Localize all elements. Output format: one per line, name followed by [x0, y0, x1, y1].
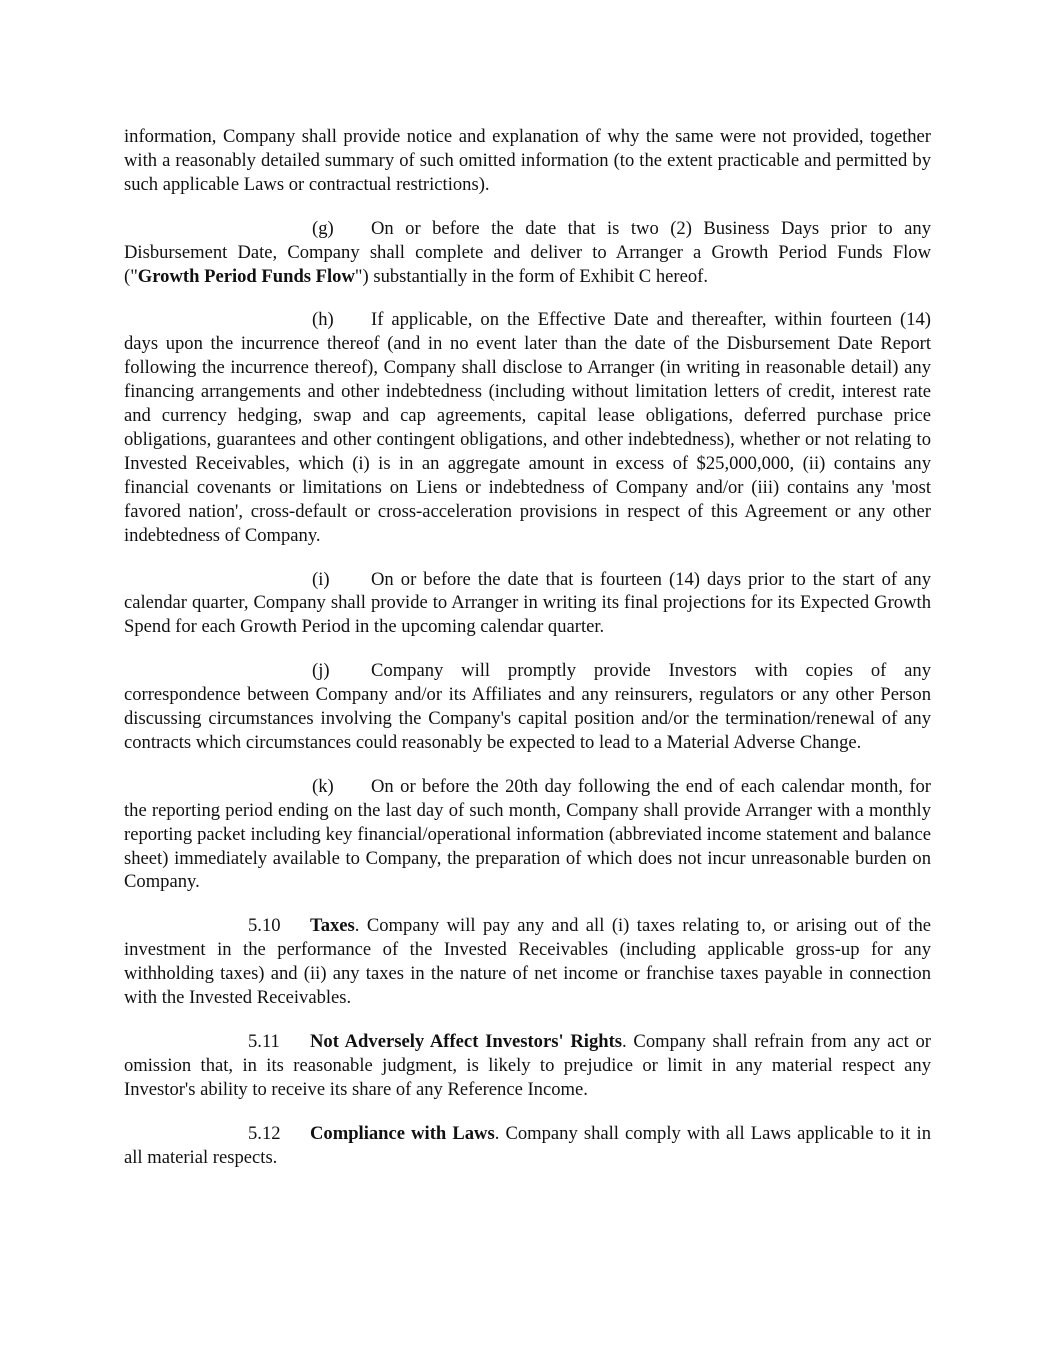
clause-j — [124, 659, 931, 755]
clause-h — [124, 308, 931, 547]
clause-marker: (k) — [312, 775, 334, 797]
section-number: 5.12 — [248, 1122, 281, 1144]
paragraph-text: information, Company shall provide notice and explanation of why the same were not provided, together with a reasonably detailed summary of such omitted information (to the extent practicable and permitted by such applicable Laws or contractual restrictions). — [124, 126, 931, 195]
section-text: . Company shall comply with all Laws applicable to it in all material respects. — [124, 1122, 931, 1168]
section-text: . Company will pay any and all (i) taxes relating to, or arising out of the investment in the performance of the Invested Receivables (including applicable gross-up for any withholding taxes) and (ii) any taxes in the nature of net income or franchise taxes payable in connection with the Invested Receivables. — [124, 915, 931, 1009]
clause-text: If applicable, on the Effective Date and thereafter, within fourteen (14) days upon the incurrence thereof (and in no event later than the date of the Disbursement Date Report following the incurrence thereof), Company shall disclose to Arranger (in writing in reasonable detail) any financing arrangements and other indebtedness (including without limitation letters of credit, interest rate and currency hedging, swap and cap agreements, capital lease obligations, deferred purchase price obligations, guarantees and other contingent obligations, and other indebtedness), whether or not relating to Invested Receivables, which (i) is in an aggregate amount in excess of $25,000,000, (ii) contains any financial covenants or limitations on Liens or indebtedness of Company and/or (iii) contains any 'most favored nation', cross-default or cross-acceleration provisions in respect of this Agreement or any other indebtedness of Company. — [124, 309, 931, 546]
clause-text-after: ") substantially in the form of Exhibit C hereof. — [354, 265, 708, 287]
section-number: 5.10 — [248, 915, 281, 937]
section-heading: Compliance with Laws — [310, 1122, 495, 1144]
clause-k — [124, 775, 931, 895]
section-5-11 — [124, 1030, 931, 1102]
section-5-10 — [124, 914, 931, 1010]
section-number: 5.11 — [248, 1031, 280, 1052]
clause-marker: (h) — [312, 309, 334, 331]
section-heading: Taxes — [310, 915, 355, 937]
continuation-paragraph — [124, 125, 931, 197]
clause-text: On or before the 20th day following the end of each calendar month, for the reporting period ending on the last day of such month, Company shall provide Arranger with a monthly reporting packet including key financial/operational information (abbreviated income statement and balance sheet) immediately available to Company, the preparation of which does not incur unreasonable burden on Company. — [124, 775, 931, 893]
clause-text: On or before the date that is two (2) Business Days prior to any Disbursement Date, Company shall complete and deliver to Arranger a Growth Period Funds Flow (" — [124, 217, 931, 287]
clause-text: Company will promptly provide Investors with copies of any correspondence between Company and/or its Affiliates and any reinsurers, regulators or any other Person discussing circumstances involving the Company's capital position and/or the termination/renewal of any contracts which circumstances could reasonably be expected to lead to a Material Adverse Change. — [124, 660, 931, 753]
clause-g — [124, 217, 931, 289]
document-page — [124, 125, 931, 1170]
clause-marker: (g) — [312, 217, 334, 239]
clause-i — [124, 568, 931, 640]
clause-marker: (i) — [312, 568, 330, 590]
section-text: . Company shall refrain from any act or omission that, in its reasonable judgment, is likely to prejudice or limit in any material respect any Investor's ability to receive its share of any Reference Income. — [124, 1031, 931, 1100]
section-5-12 — [124, 1122, 931, 1170]
section-heading: Not Adversely Affect Investors' Rights — [310, 1031, 623, 1052]
clause-text: On or before the date that is fourteen (14) days prior to the start of any calendar quarter, Company shall provide to Arranger in writing its final projections for its Expected Growth Spend for each Growth Period in the upcoming calendar quarter. — [124, 568, 931, 638]
clause-marker: (j) — [312, 660, 330, 682]
defined-term: Growth Period Funds Flow — [137, 265, 355, 287]
